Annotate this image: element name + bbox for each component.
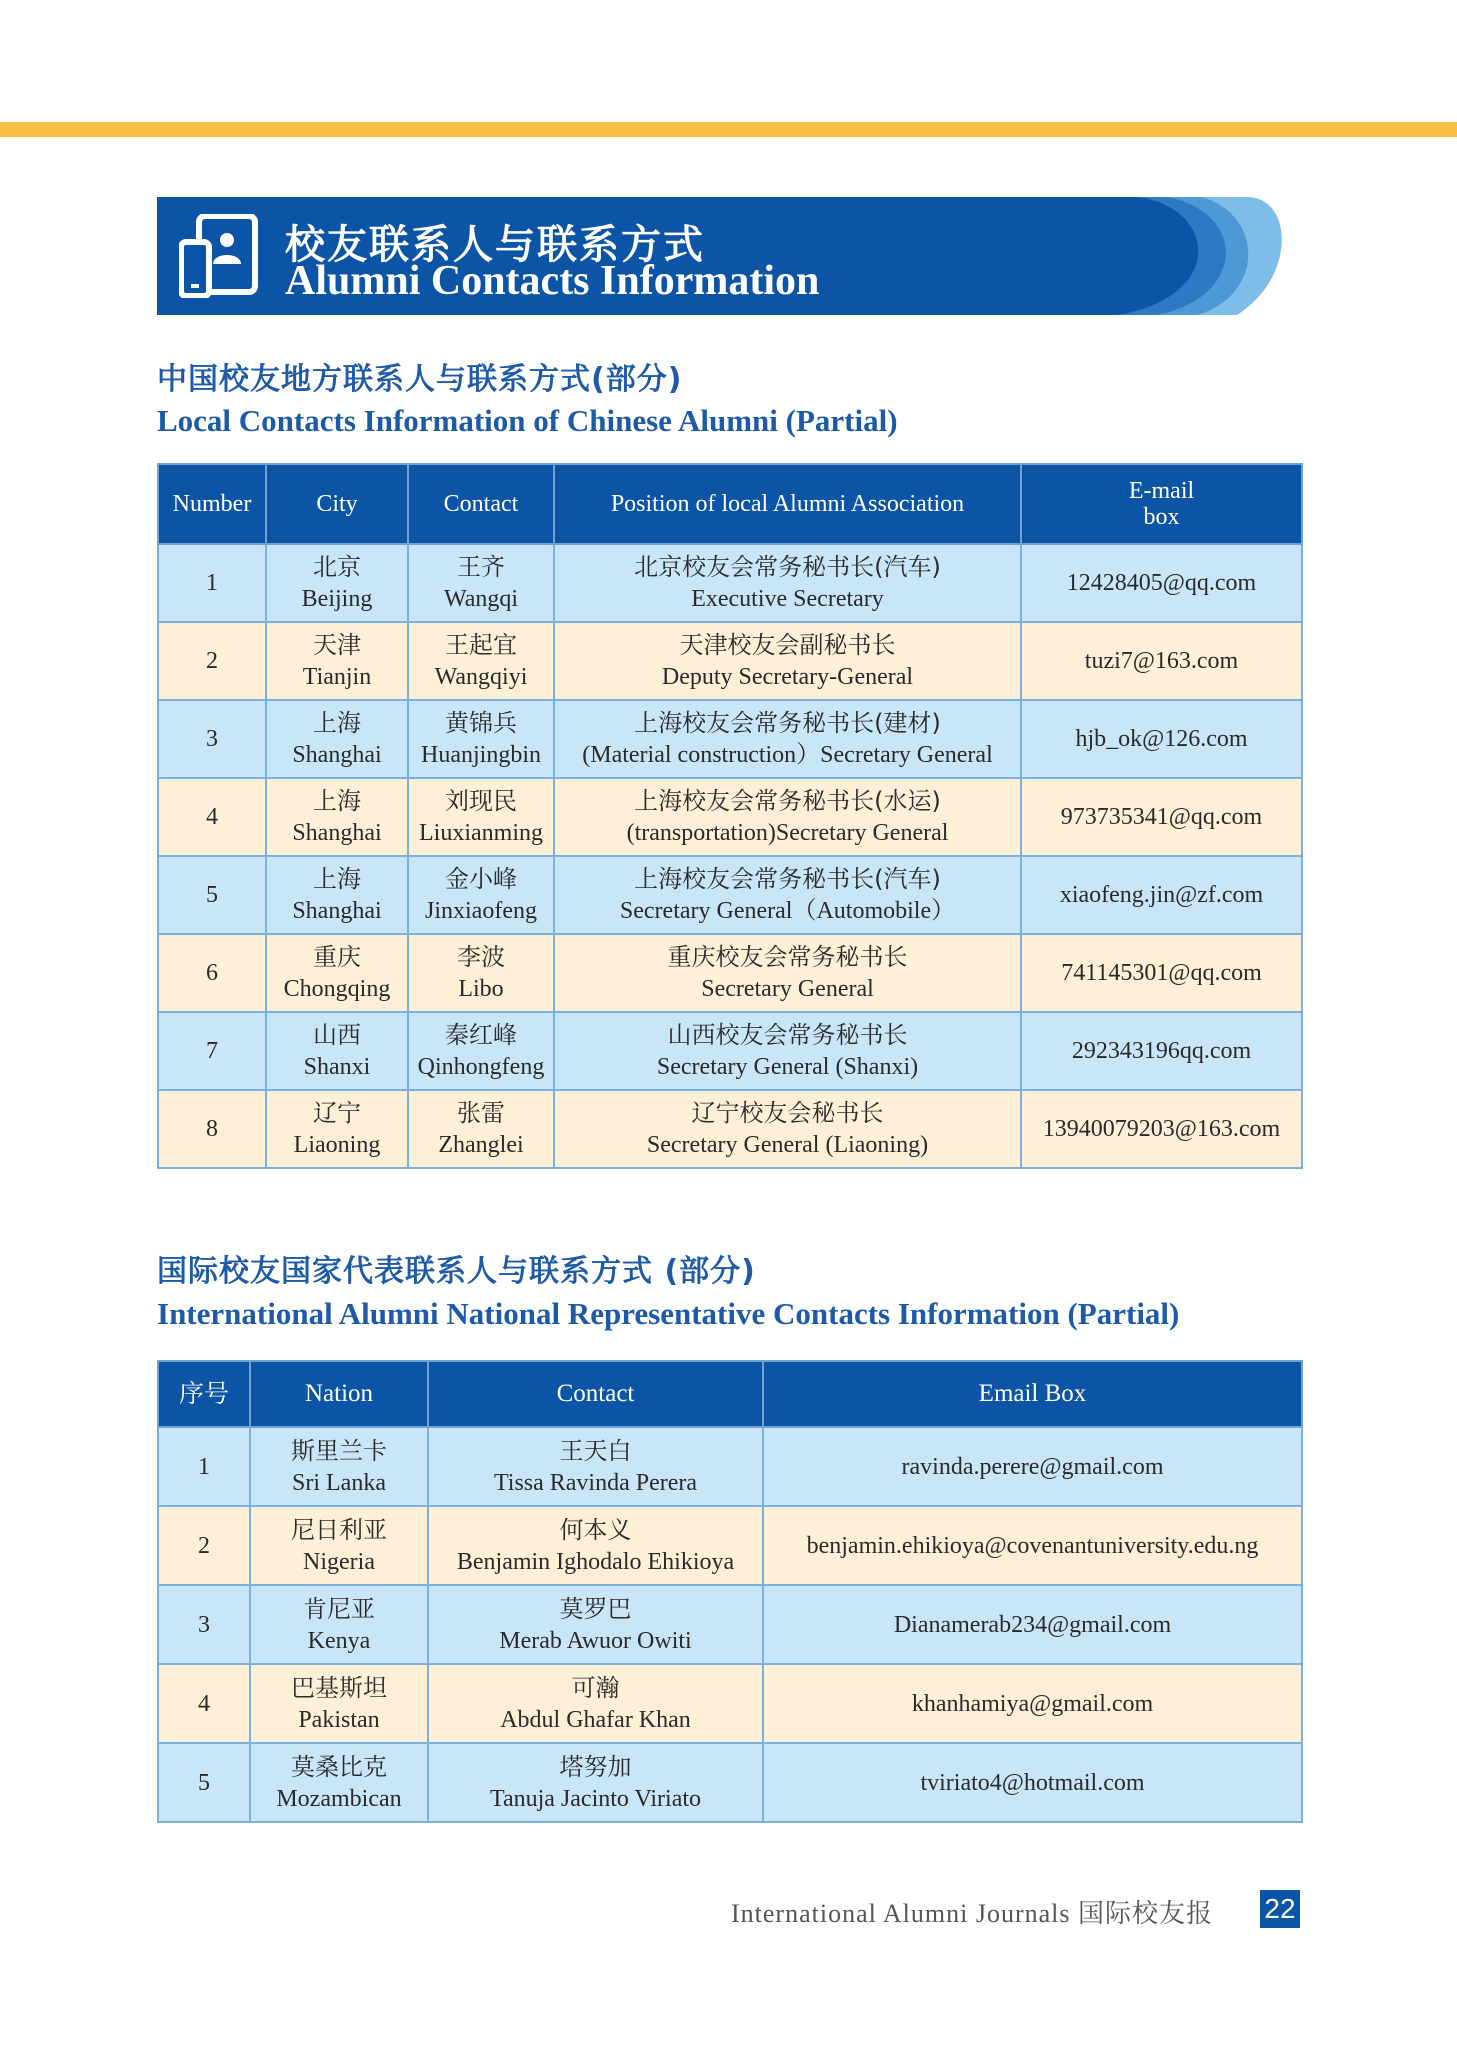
local-section-title-en: Local Contacts Information of Chinese Alumni (Partial) — [157, 403, 898, 438]
row-position — [554, 544, 1021, 622]
row-position-cn: 上海校友会常务秘书长(汽车) — [634, 865, 941, 893]
row-contact — [408, 778, 554, 856]
table-row — [158, 1743, 1302, 1822]
row-contact-cn: 何本义 — [559, 1515, 632, 1544]
table-row — [158, 544, 1302, 622]
row-contact-en: Huanjingbin — [421, 742, 541, 768]
row-contact — [408, 934, 554, 1012]
row-city-cn: 辽宁 — [313, 1099, 361, 1127]
row-number: 2 — [158, 622, 266, 700]
banner-title-en: Alumni Contacts Information — [285, 258, 820, 304]
table-row — [158, 778, 1302, 856]
row-contact — [408, 622, 554, 700]
row-number: 4 — [158, 778, 266, 856]
row-nation-en: Pakistan — [298, 1706, 380, 1733]
row-city — [266, 622, 408, 700]
row-nation — [250, 1664, 428, 1743]
row-email: Dianamerab234@gmail.com — [763, 1585, 1302, 1664]
row-contact-en: Zhanglei — [438, 1132, 524, 1158]
row-contact — [428, 1585, 763, 1664]
row-city-en: Liaoning — [293, 1132, 381, 1158]
table-header-row — [158, 464, 1302, 544]
row-contact-en: Abdul Ghafar Khan — [500, 1706, 691, 1733]
header-number: 序号 — [158, 1361, 250, 1427]
row-nation-en: Mozambican — [276, 1785, 402, 1812]
row-number: 5 — [158, 856, 266, 934]
header-email: Email Box — [763, 1361, 1302, 1427]
row-contact — [408, 1012, 554, 1090]
row-number: 4 — [158, 1664, 250, 1743]
top-accent-stripe — [0, 122, 1457, 137]
row-city — [266, 778, 408, 856]
row-city — [266, 856, 408, 934]
table-row — [158, 700, 1302, 778]
row-contact-en: Libo — [458, 976, 504, 1002]
row-position-en: (transportation)Secretary General — [626, 820, 949, 846]
row-nation — [250, 1585, 428, 1664]
row-position-cn: 天津校友会副秘书长 — [679, 631, 896, 659]
row-contact-cn: 可瀚 — [571, 1673, 620, 1702]
row-nation — [250, 1506, 428, 1585]
row-contact-en: Benjamin Ighodalo Ehikioya — [456, 1548, 735, 1575]
header-email-line2: box — [1143, 504, 1180, 530]
row-contact-cn: 金小峰 — [445, 865, 517, 893]
row-contact — [408, 856, 554, 934]
header-contact: Contact — [408, 464, 554, 544]
table-row — [158, 1090, 1302, 1168]
row-position-cn: 上海校友会常务秘书长(建材) — [634, 709, 941, 737]
row-city-cn: 上海 — [313, 865, 361, 893]
row-contact-cn: 王起宜 — [445, 631, 517, 659]
row-city-en: Beijing — [301, 586, 373, 612]
header-number: Number — [158, 464, 266, 544]
row-contact-cn: 张雷 — [457, 1099, 505, 1127]
row-contact — [428, 1427, 763, 1506]
row-contact-en: Tissa Ravinda Perera — [493, 1469, 698, 1496]
row-email: 13940079203@163.com — [1021, 1090, 1302, 1168]
header-nation: Nation — [250, 1361, 428, 1427]
table-row — [158, 934, 1302, 1012]
row-city — [266, 544, 408, 622]
row-nation-cn: 斯里兰卡 — [291, 1436, 387, 1465]
intl-section-title-cn: 国际校友国家代表联系人与联系方式 (部分) — [157, 1254, 756, 1289]
row-number: 7 — [158, 1012, 266, 1090]
international-contacts-table — [157, 1360, 1303, 1823]
row-number: 1 — [158, 1427, 250, 1506]
row-contact-en: Qinhongfeng — [417, 1054, 545, 1080]
row-city-en: Chongqing — [283, 976, 391, 1002]
row-nation-en: Sri Lanka — [292, 1469, 386, 1496]
row-position — [554, 934, 1021, 1012]
header-city: City — [266, 464, 408, 544]
row-email: khanhamiya@gmail.com — [763, 1664, 1302, 1743]
table-header-row — [158, 1361, 1302, 1427]
row-contact-cn: 王天白 — [559, 1436, 632, 1465]
row-position-cn: 北京校友会常务秘书长(汽车) — [634, 553, 941, 581]
row-contact-cn: 塔努加 — [559, 1752, 632, 1781]
row-contact-en: Tanuja Jacinto Viriato — [489, 1785, 702, 1812]
footer-journal-en: International Alumni Journals — [731, 1899, 1071, 1928]
row-contact-cn: 王齐 — [457, 553, 505, 581]
row-position-en: Deputy Secretary-General — [661, 664, 914, 690]
row-city-cn: 上海 — [313, 787, 361, 815]
row-number: 6 — [158, 934, 266, 1012]
row-contact-en: Wangqi — [443, 586, 519, 612]
row-position — [554, 622, 1021, 700]
row-number: 2 — [158, 1506, 250, 1585]
row-number: 3 — [158, 700, 266, 778]
row-city-en: Shanghai — [292, 742, 382, 768]
row-number: 5 — [158, 1743, 250, 1822]
row-email: 12428405@qq.com — [1021, 544, 1302, 622]
row-city — [266, 700, 408, 778]
row-position-cn: 上海校友会常务秘书长(水运) — [634, 787, 941, 815]
row-number: 1 — [158, 544, 266, 622]
row-contact-en: Merab Awuor Owiti — [499, 1627, 692, 1654]
row-contact-cn: 刘现民 — [445, 787, 517, 815]
section-banner — [157, 197, 1293, 315]
row-contact-cn: 李波 — [457, 943, 505, 971]
row-email: ravinda.perere@gmail.com — [763, 1427, 1302, 1506]
row-number: 8 — [158, 1090, 266, 1168]
banner-title-cn: 校友联系人与联系方式 — [285, 222, 705, 268]
row-position-en: Secretary General (Liaoning) — [646, 1132, 929, 1158]
row-nation — [250, 1427, 428, 1506]
row-position-cn: 辽宁校友会秘书长 — [691, 1099, 884, 1127]
table-row — [158, 1506, 1302, 1585]
row-contact — [408, 700, 554, 778]
row-city-en: Shanghai — [292, 898, 382, 924]
row-position — [554, 778, 1021, 856]
row-city-en: Shanghai — [292, 820, 382, 846]
row-city-cn: 上海 — [313, 709, 361, 737]
row-nation-en: Kenya — [307, 1627, 371, 1654]
row-nation — [250, 1743, 428, 1822]
row-position-en: Secretary General (Shanxi) — [656, 1054, 919, 1080]
row-email: tviriato4@hotmail.com — [763, 1743, 1302, 1822]
footer-journal — [731, 1893, 1213, 1930]
row-city-cn: 重庆 — [313, 943, 361, 971]
row-number: 3 — [158, 1585, 250, 1664]
table-row — [158, 622, 1302, 700]
row-position — [554, 700, 1021, 778]
row-contact-cn: 黄锦兵 — [445, 709, 517, 737]
page-number: 22 — [1260, 1890, 1300, 1928]
row-nation-en: Nigeria — [303, 1548, 375, 1575]
row-city-en: Tianjin — [302, 664, 372, 690]
row-nation-cn: 尼日利亚 — [291, 1515, 387, 1544]
row-nation-cn: 肯尼亚 — [303, 1594, 375, 1623]
row-nation-cn: 莫桑比克 — [291, 1752, 387, 1781]
local-contacts-table — [157, 463, 1303, 1169]
row-city — [266, 1012, 408, 1090]
row-city — [266, 934, 408, 1012]
row-email: 292343196qq.com — [1021, 1012, 1302, 1090]
row-contact-en: Jinxiaofeng — [425, 898, 537, 924]
row-email: xiaofeng.jin@zf.com — [1021, 856, 1302, 934]
header-position: Position of local Alumni Association — [554, 464, 1021, 544]
table-row — [158, 1585, 1302, 1664]
row-city — [266, 1090, 408, 1168]
table-row — [158, 856, 1302, 934]
table-row — [158, 1664, 1302, 1743]
footer-journal-cn: 国际校友报 — [1078, 1899, 1214, 1929]
intl-section-title-en: International Alumni National Representative Contacts Information (Partial) — [157, 1296, 1180, 1331]
table-row — [158, 1012, 1302, 1090]
table-row — [158, 1427, 1302, 1506]
row-email: 973735341@qq.com — [1021, 778, 1302, 856]
local-section-title-cn: 中国校友地方联系人与联系方式(部分) — [157, 362, 683, 397]
row-position-en: Secretary General — [701, 976, 874, 1002]
row-city-cn: 山西 — [313, 1021, 361, 1049]
row-contact-en: Liuxianming — [419, 820, 543, 846]
row-position-en: (Material construction）Secretary General — [582, 742, 993, 768]
header-email — [1021, 464, 1302, 544]
row-email: 741145301@qq.com — [1021, 934, 1302, 1012]
row-email: benjamin.ehikioya@covenantuniversity.edu.ng — [763, 1506, 1302, 1585]
row-contact — [428, 1664, 763, 1743]
header-email-line1: E-mail — [1128, 478, 1195, 504]
row-contact-cn: 秦红峰 — [445, 1021, 517, 1049]
row-city-cn: 北京 — [313, 553, 361, 581]
row-contact — [408, 1090, 554, 1168]
row-city-en: Shanxi — [303, 1054, 371, 1080]
row-email: tuzi7@163.com — [1021, 622, 1302, 700]
row-nation-cn: 巴基斯坦 — [291, 1673, 387, 1702]
row-contact — [428, 1743, 763, 1822]
row-contact-cn: 莫罗巴 — [559, 1594, 632, 1623]
row-position — [554, 1090, 1021, 1168]
row-email: hjb_ok@126.com — [1021, 700, 1302, 778]
header-contact: Contact — [428, 1361, 763, 1427]
row-contact-en: Wangqiyi — [434, 664, 528, 690]
row-contact — [408, 544, 554, 622]
row-position-en: Executive Secretary — [691, 586, 884, 612]
row-position — [554, 1012, 1021, 1090]
row-position — [554, 856, 1021, 934]
row-contact — [428, 1506, 763, 1585]
contact-phone-icon — [179, 214, 261, 298]
row-position-cn: 重庆校友会常务秘书长 — [667, 943, 908, 971]
row-position-cn: 山西校友会常务秘书长 — [667, 1021, 908, 1049]
row-position-en: Secretary General（Automobile） — [619, 898, 956, 924]
row-city-cn: 天津 — [313, 631, 361, 659]
